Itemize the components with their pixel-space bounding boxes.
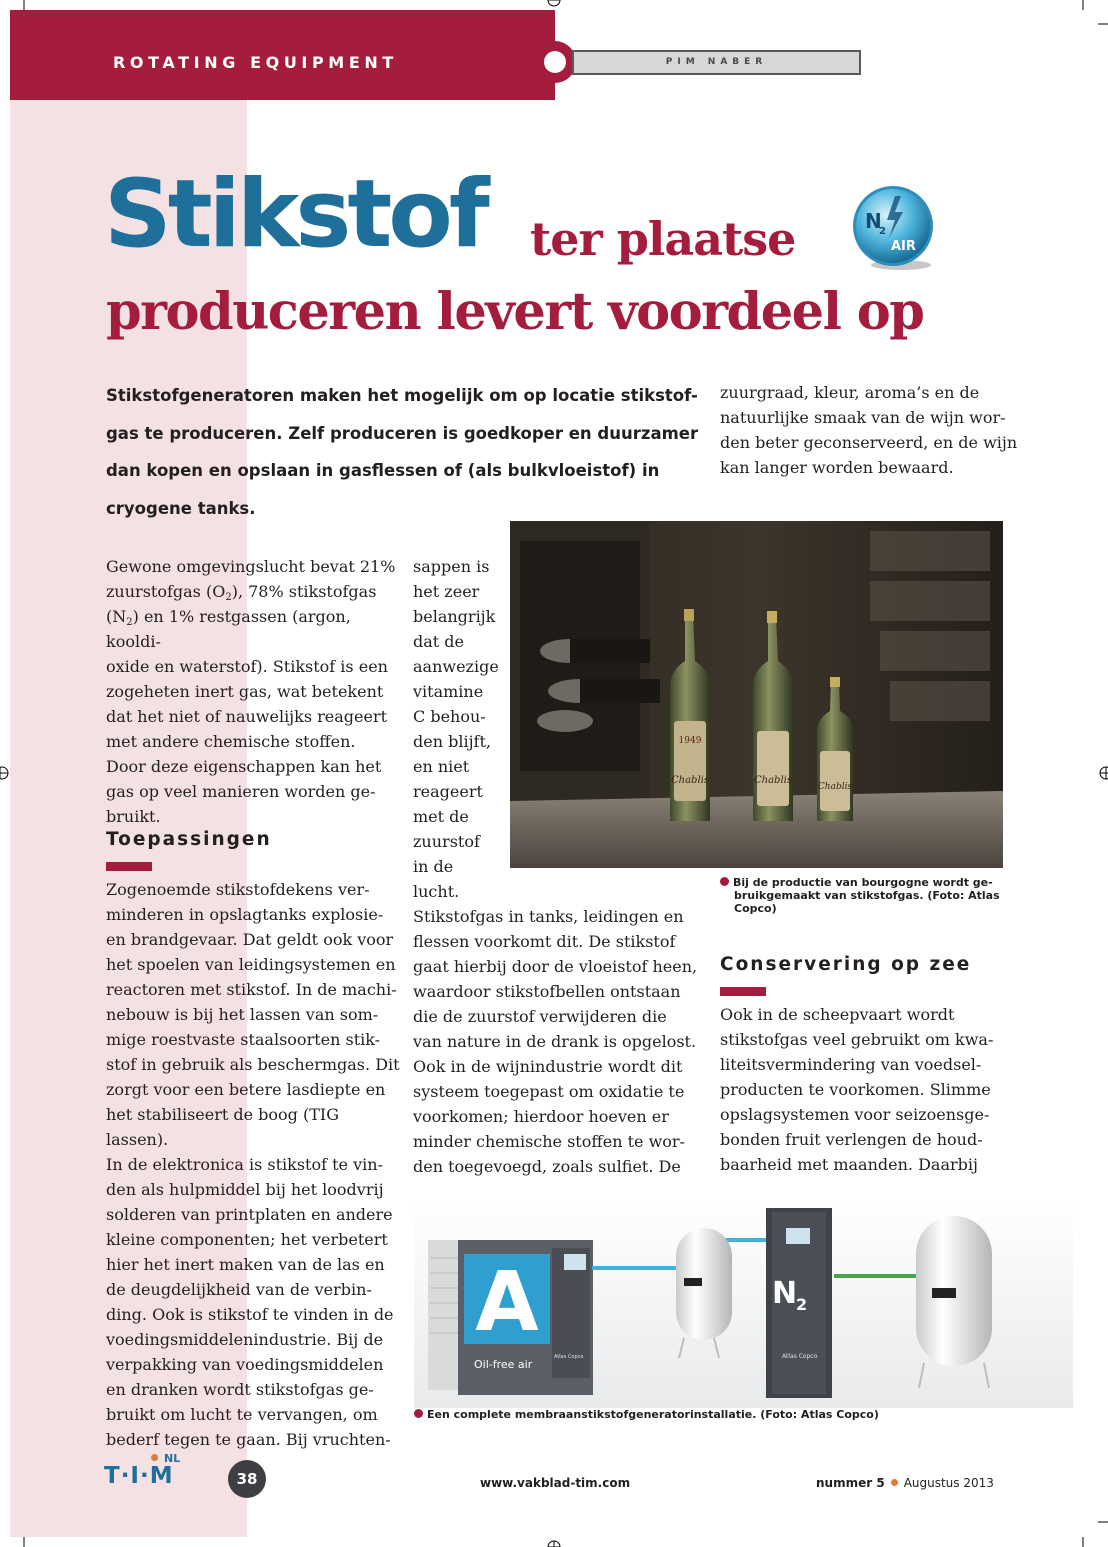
footer-issue: [816, 1476, 994, 1490]
intro-line: gas te produceren. Zelf produceren is goedkoper en duurzamer: [106, 423, 699, 443]
intro-line: Stikstofgeneratoren maken het mogelijk om op locatie stikstof-: [106, 386, 698, 405]
text-line: en dranken wordt stikstofgas ge-: [106, 1380, 374, 1399]
text-line: opslagsystemen voor seizoensge-: [720, 1105, 990, 1124]
text-line: minderen in opslagtanks explosie-: [106, 905, 384, 924]
page-number: 38: [228, 1460, 266, 1498]
bottle-label: Chablis: [671, 775, 709, 786]
separator-dot-icon: [891, 1479, 898, 1486]
text-line: zuurstof: [413, 832, 480, 851]
text-line: die de zuurstof verwijderen die: [413, 1007, 667, 1026]
text-line: den als hulpmiddel bij het loodvrij: [106, 1180, 384, 1199]
text-line: bederf tegen te gaan. Bij vruchten-: [106, 1430, 391, 1449]
heading-conservering: Conservering op zee: [720, 954, 972, 975]
subscript: 2: [225, 592, 232, 603]
text-fragment: ) en 1% restgassen (argon, kooldi-: [106, 607, 351, 651]
heading-toepassingen: Toepassingen: [106, 829, 272, 850]
caption-text: Een complete membraanstikstofgeneratorinstallatie. (Foto: Atlas Copco): [427, 1408, 879, 1421]
text-line: baarheid met maanden. Daarbij: [720, 1155, 978, 1174]
text-line: Ook in de scheepvaart wordt: [720, 1005, 955, 1024]
author-box: PIM NABER: [572, 50, 861, 75]
header-connector-dot: [544, 51, 566, 73]
text-line: Door deze eigenschappen kan het: [106, 757, 382, 776]
text-line: stikstofgas veel gebruikt om kwa-: [720, 1030, 994, 1049]
text-line: Ook in de wijnindustrie wordt dit: [413, 1057, 683, 1076]
logo-nl-text: NL: [164, 1452, 181, 1465]
text-line: Stikstofgas in tanks, leidingen en: [413, 907, 684, 926]
bottle-year-label: 1949: [678, 736, 702, 746]
text-line: gas op veel manieren worden ge-: [106, 782, 376, 801]
text-line: met andere chemische stoffen.: [106, 732, 356, 751]
text-line: natuurlijke smaak van de wijn wor-: [720, 408, 1006, 427]
caption-line: [720, 876, 1010, 889]
bottle-label: Chablis: [754, 775, 792, 786]
col3-top-text: [720, 380, 1020, 480]
intro-line: cryogene tanks.: [106, 498, 256, 518]
col3-paragraph: [720, 1002, 1020, 1177]
text-line: [106, 579, 401, 604]
photo1-caption: [720, 876, 1010, 915]
logo-dot-icon: [151, 1454, 158, 1461]
text-line: den blijft,: [413, 732, 491, 751]
text-line: hier het inert maken van de las en: [106, 1255, 385, 1274]
title-line-2: produceren levert voordeel op: [106, 282, 924, 342]
generator-sub-label: 2: [796, 1295, 808, 1314]
text-line: systeem toegepast om oxidatie te: [413, 1082, 685, 1101]
caption-text: Bij de productie van bourgogne wordt ge-: [733, 876, 993, 889]
text-line: bruikt om lucht te vervangen, om: [106, 1405, 378, 1424]
text-line: In de elektronica is stikstof te vin-: [106, 1155, 383, 1174]
heading-rule: [106, 862, 152, 871]
bottle-label: Chablis: [817, 782, 853, 792]
issue-number: nummer 5: [816, 1476, 885, 1490]
text-line: kleine componenten; het verbetert: [106, 1230, 388, 1249]
issue-date: Augustus 2013: [903, 1476, 994, 1490]
text-line: den beter geconserveerd, en de wijn: [720, 433, 1018, 452]
text-line: solderen van printplaten en andere: [106, 1205, 393, 1224]
text-line: het stabiliseert de boog (TIG lassen).: [106, 1105, 340, 1149]
text-line: nebouw is bij het lassen van som-: [106, 1005, 379, 1024]
compressor-label: Oil-free air: [474, 1358, 533, 1371]
text-line: het spoelen van leidingsystemen en: [106, 955, 396, 974]
text-line: verpakking van voedingsmiddelen: [106, 1355, 384, 1374]
text-line: voorkomen; hierdoor hoeven er: [413, 1107, 669, 1126]
section-label: ROTATING EQUIPMENT: [113, 53, 398, 72]
photo2-caption: [414, 1408, 1074, 1421]
text-line: zorgt voor een betere lasdiepte en: [106, 1080, 386, 1099]
col2-narrow-text: [413, 554, 508, 904]
caption-bullet-icon: [720, 877, 729, 886]
text-line: reactoren met stikstof. In de machi-: [106, 980, 397, 999]
badge-n-text: N: [865, 209, 882, 233]
text-line: oxide en waterstof). Stikstof is een: [106, 657, 388, 676]
text-line: C behou-: [413, 707, 486, 726]
intro-line: dan kopen en opslaan in gasflessen of (als bulkvloeistof) in: [106, 461, 660, 480]
text-line: flessen voorkomt dit. De stikstof: [413, 932, 676, 951]
title-main-word: Stikstof: [104, 160, 486, 269]
col1-paragraph-2: [106, 877, 406, 1452]
text-line: producten te voorkomen. Slimme: [720, 1080, 991, 1099]
text-line: den toegevoegd, zoals sulfiet. De: [413, 1157, 681, 1176]
text-line: met de: [413, 807, 469, 826]
text-line: het zeer: [413, 582, 480, 601]
text-line: gaat hierbij door de vloeistof heen,: [413, 957, 698, 976]
text-line: en niet: [413, 757, 470, 776]
tim-logo-nl: [151, 1452, 180, 1465]
text-line: de deugdelijkheid van de verbin-: [106, 1280, 372, 1299]
intro-paragraph: [106, 377, 706, 527]
compressor-brand: Atlas Copco: [554, 1354, 584, 1360]
caption-bullet-icon: [414, 1409, 423, 1418]
tim-logo: T·I·M: [104, 1463, 174, 1489]
text-line: Gewone omgevingslucht bevat 21%: [106, 557, 396, 576]
col1-paragraph-1: [106, 554, 401, 829]
generator-brand: Atlas Copco: [782, 1353, 818, 1360]
text-line: waardoor stikstofbellen ontstaan: [413, 982, 681, 1001]
text-line: dat het niet of nauwelijks reageert: [106, 707, 388, 726]
text-line: vitamine: [413, 682, 484, 701]
nitrogen-installation-photo: [414, 1198, 1073, 1408]
badge-sub-text: 2: [879, 226, 886, 237]
footer-url[interactable]: www.vakblad-tim.com: [480, 1476, 631, 1490]
title-line-1: ter plaatse: [530, 212, 796, 266]
text-line: reageert: [413, 782, 483, 801]
caption-line: bruikgemaakt van stikstofgas. (Foto: Atlas: [734, 889, 1000, 902]
text-line: bruikt.: [106, 807, 161, 826]
text-line: en brandgevaar. Dat geldt ook voor: [106, 930, 394, 949]
text-line: in de: [413, 857, 454, 876]
text-line: van nature in de drank is opgelost.: [413, 1032, 697, 1051]
text-line: bonden fruit verlengen de houd-: [720, 1130, 983, 1149]
text-line: [106, 604, 401, 654]
text-line: zuurgraad, kleur, aroma’s en de: [720, 383, 980, 402]
text-line: belangrijk: [413, 607, 496, 626]
text-fragment: zuurstofgas (O: [106, 582, 226, 601]
text-line: aanwezige: [413, 657, 499, 676]
text-line: dat de: [413, 632, 465, 651]
text-fragment: (N: [106, 607, 127, 626]
text-line: mige roestvaste staalsoorten stik-: [106, 1030, 381, 1049]
generator-n-label: N: [772, 1276, 798, 1311]
col2-wide-text: [413, 904, 713, 1179]
compressor-letter: A: [475, 1255, 539, 1350]
text-line: ding. Ook is stikstof te vinden in de: [106, 1305, 394, 1324]
text-line: zogeheten inert gas, wat betekent: [106, 682, 384, 701]
text-line: Zogenoemde stikstofdekens ver-: [106, 880, 370, 899]
text-line: stof in gebruik als beschermgas. Dit: [106, 1055, 400, 1074]
wine-bottles-photo: [510, 521, 1003, 868]
subscript: 2: [126, 617, 133, 628]
text-line: voedingsmiddelenindustrie. Bij de: [106, 1330, 384, 1349]
text-line: lucht.: [413, 882, 460, 901]
n2-air-badge-icon: [851, 186, 937, 272]
text-line: minder chemische stoffen te wor-: [413, 1132, 685, 1151]
text-line: kan langer worden bewaard.: [720, 458, 954, 477]
heading-rule: [720, 987, 766, 996]
caption-line: Copco): [734, 902, 777, 915]
text-line: liteitsvermindering van voedsel-: [720, 1055, 982, 1074]
text-fragment: ), 78% stikstofgas: [231, 582, 377, 601]
text-line: sappen is: [413, 557, 490, 576]
badge-air-text: AIR: [891, 239, 916, 254]
